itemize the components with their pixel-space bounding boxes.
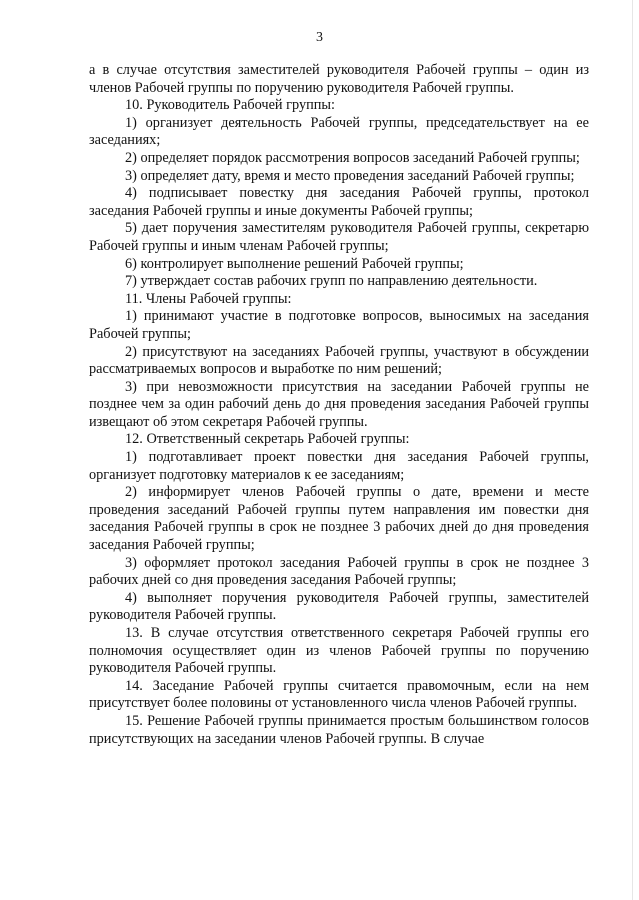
paragraph: 3) определяет дату, время и место проведения заседаний Рабочей группы; xyxy=(125,167,575,184)
scan-edge-line xyxy=(632,0,633,900)
paragraph: а в случае отсутствия заместителей руководителя Рабочей группы – один из членов Рабочей группы по поручению руководителя Рабочей группы. xyxy=(89,62,589,96)
paragraph: 2) определяет порядок рассмотрения вопросов заседаний Рабочей группы; xyxy=(125,149,580,166)
paragraph: 1) организует деятельность Рабочей группы, председательствует на ее заседаниях; xyxy=(89,114,589,149)
page-number: 3 xyxy=(316,30,323,45)
paragraph: 3) при невозможности присутствия на заседании Рабочей группы не позднее чем за один рабочий день до дня проведения заседания Рабочей группы извещают об этом секретаря Рабочей группы. xyxy=(89,378,589,430)
paragraph: 3) оформляет протокол заседания Рабочей группы в срок не позднее 3 рабочих дней со дня проведения заседания Рабочей группы; xyxy=(89,554,589,589)
paragraph: 1) принимают участие в подготовке вопросов, выносимых на заседания Рабочей группы; xyxy=(89,308,589,342)
paragraph: 11. Члены Рабочей группы: xyxy=(125,290,292,307)
paragraph: 10. Руководитель Рабочей группы: xyxy=(125,97,336,114)
paragraph: 1) подготавливает проект повестки дня заседания Рабочей группы, организует подготовку материалов к ее заседаниям; xyxy=(89,449,589,483)
paragraph: 7) утверждает состав рабочих групп по направлению деятельности. xyxy=(125,273,538,290)
paragraph: 4) подписывает повестку дня заседания Рабочей группы, протокол заседания Рабочей группы и иные документы Рабочей группы; xyxy=(89,185,589,219)
paragraph: 4) выполняет поручения руководителя Рабочей группы, заместителей руководителя Рабочей группы. xyxy=(89,589,589,624)
paragraph: 2) присутствуют на заседаниях Рабочей группы, участвуют в обсуждении рассматриваемых вопросов и выработке по ним решений; xyxy=(89,343,589,378)
paragraph: 2) информирует членов Рабочей группы о дате, времени и месте проведения заседаний Рабочей группы путем направления им повестки дня заседания Рабочей группы в срок не позднее 3 рабочих дней до дня проведения заседания Рабочей группы; xyxy=(89,484,589,554)
paragraph: 13. В случае отсутствия ответственного секретаря Рабочей группы его полномочия осуществляет один из членов Рабочей группы по поручению руководителя Рабочей группы. xyxy=(89,625,589,677)
paragraph: 6) контролирует выполнение решений Рабочей группы; xyxy=(125,255,464,272)
paragraph: 5) дает поручения заместителям руководителя Рабочей группы, секретарю Рабочей группы и иным членам Рабочей группы; xyxy=(89,220,589,254)
paragraph: 14. Заседание Рабочей группы считается правомочным, если на нем присутствует более половины от установленного числа членов Рабочей группы. xyxy=(89,677,589,712)
paragraph: 12. Ответственный секретарь Рабочей группы: xyxy=(125,431,410,448)
paragraph: 15. Решение Рабочей группы принимается простым большинством голосов присутствующих на заседании членов Рабочей группы. В случае xyxy=(89,712,589,747)
document-body xyxy=(89,62,589,748)
